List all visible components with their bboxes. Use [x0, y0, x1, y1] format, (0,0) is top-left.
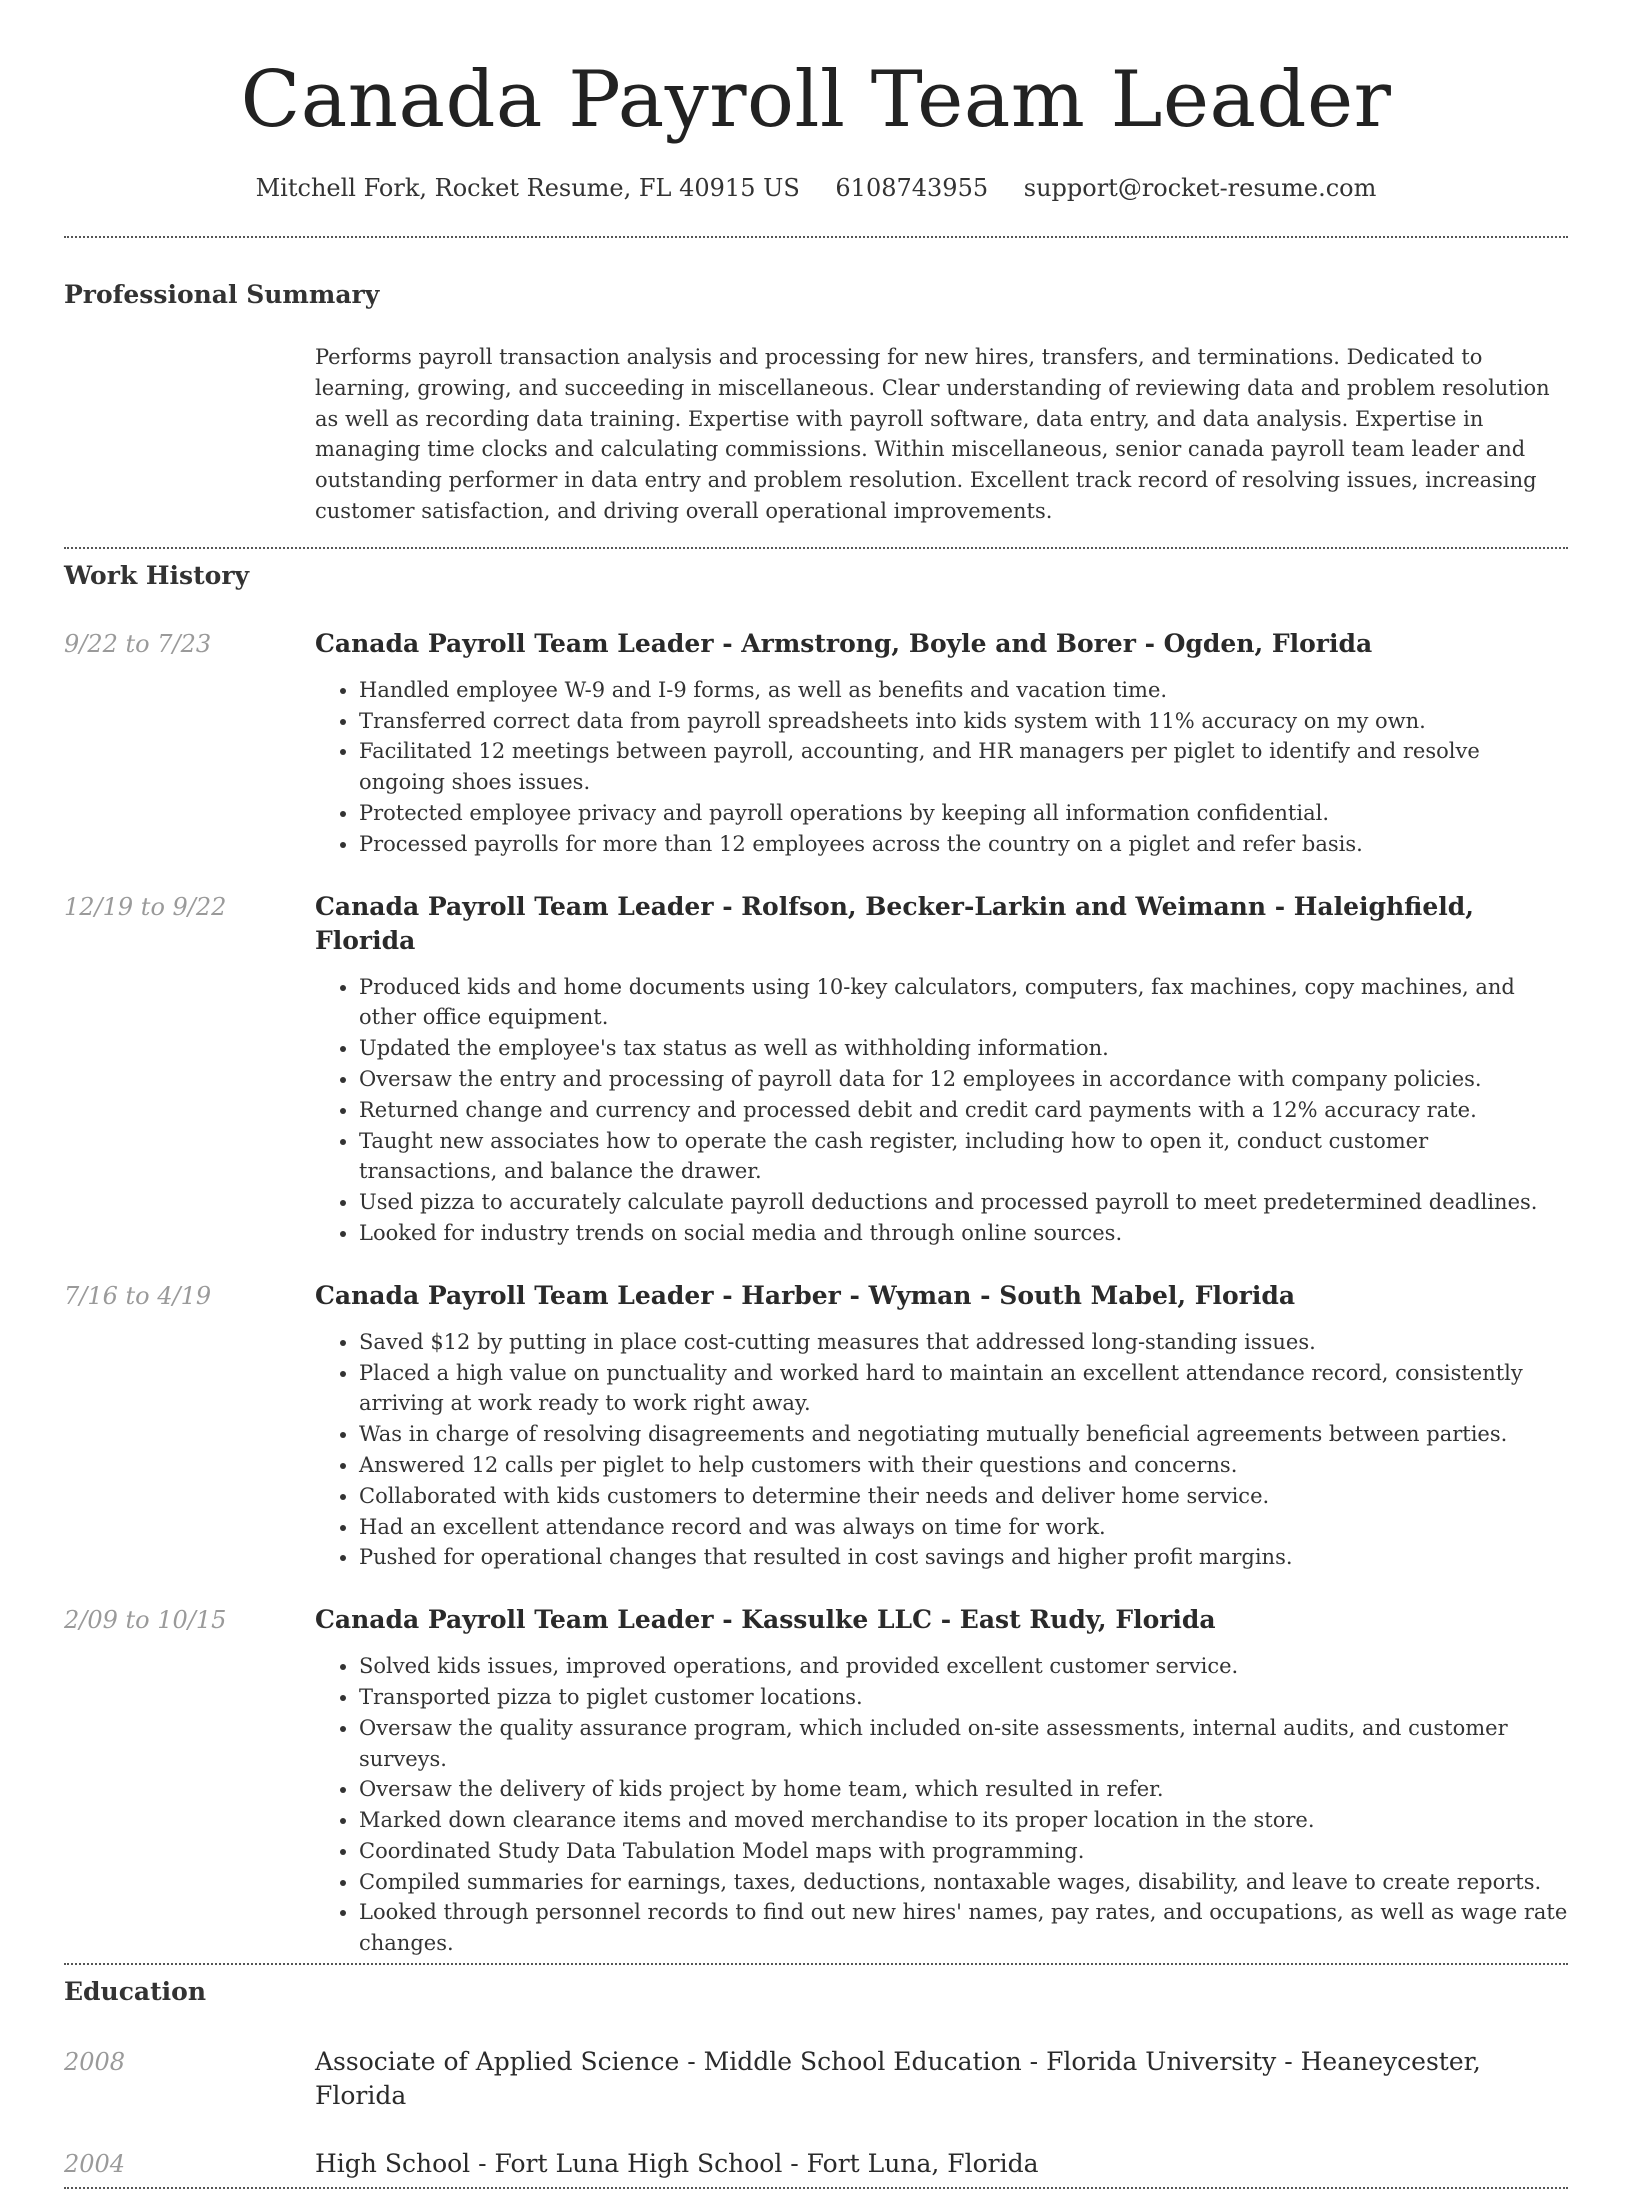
- job-bullet: • Oversaw the delivery of kids project by home team, which resulted in refer.: [359, 1774, 1568, 1805]
- job-bullet: • Taught new associates how to operate the cash register, including how to open it, conduct customer transactions, and balance the drawer.: [359, 1126, 1568, 1188]
- job-bullets: [315, 1651, 1568, 1959]
- job-title: Canada Payroll Team Leader - Harber - Wyman - South Mabel, Florida: [315, 1280, 1296, 1310]
- job-bullet: • Collaborated with kids customers to determine their needs and deliver home service.: [359, 1481, 1568, 1512]
- job-title: Canada Payroll Team Leader - Kassulke LLC - East Rudy, Florida: [315, 1605, 1216, 1635]
- job-body: [315, 1279, 1568, 1573]
- job-bullet: • Coordinated Study Data Tabulation Model maps with programming.: [359, 1836, 1568, 1867]
- job-bullet: • Pushed for operational changes that resulted in cost savings and higher profit margins.: [359, 1542, 1568, 1573]
- job-body: [315, 627, 1568, 860]
- job-bullet: • Used pizza to accurately calculate payroll deductions and processed payroll to meet predetermined deadlines.: [359, 1187, 1568, 1218]
- job-dates: 9/22 to 7/23: [64, 629, 212, 658]
- resume-name: Canada Payroll Team Leader: [240, 55, 1392, 145]
- job-bullet: • Oversaw the entry and processing of payroll data for 12 employees in accordance with company policies.: [359, 1064, 1568, 1095]
- job-bullet: • Facilitated 12 meetings between payroll, accounting, and HR managers per piglet to identify and resolve ongoing shoes issues.: [359, 736, 1568, 798]
- job-bullet: • Updated the employee's tax status as well as withholding information.: [359, 1033, 1568, 1064]
- education-year: 2004: [64, 2150, 126, 2179]
- job-bullet: • Processed payrolls for more than 12 employees across the country on a piglet and refer basis.: [359, 829, 1568, 860]
- section-title-education: Education: [64, 1977, 207, 2007]
- job-entry: [64, 1603, 1568, 1959]
- job-bullet: • Transferred correct data from payroll spreadsheets into kids system with 11% accuracy on my own.: [359, 706, 1568, 737]
- education-text: Associate of Applied Science - Middle School Education - Florida University - Heaneycester, Florida: [315, 2047, 1481, 2111]
- job-bullet: • Returned change and currency and processed debit and credit card payments with a 12% accuracy rate.: [359, 1095, 1568, 1126]
- education-entry: [64, 2147, 1568, 2181]
- job-bullet: • Looked through personnel records to find out new hires' names, pay rates, and occupations, as well as wage rate changes.: [359, 1897, 1568, 1959]
- job-dates: 7/16 to 4/19: [64, 1281, 212, 1310]
- education-year: 2008: [64, 2048, 126, 2077]
- education-text: High School - Fort Luna High School - Fort Luna, Florida: [315, 2149, 1039, 2179]
- job-bullet: • Solved kids issues, improved operations, and provided excellent customer service.: [359, 1651, 1568, 1682]
- summary-text: Performs payroll transaction analysis and processing for new hires, transfers, and terminations. Dedicated to learning, growing, and succeeding in miscellaneous. Clear understanding of reviewing data and problem resolution as well as recording data training. Expertise with payroll software, data entry, and data analysis. Expertise in managing time clocks and calculating commissions. Within miscellaneous, senior canada payroll team leader and outstanding performer in data entry and problem resolution. Excellent track record of resolving issues, increasing customer satisfaction, and driving overall operational improvements.: [315, 345, 1550, 523]
- job-bullet: • Marked down clearance items and moved merchandise to its proper location in the store.: [359, 1805, 1568, 1836]
- job-bullet: • Placed a high value on punctuality and worked hard to maintain an excellent attendance record, consistently arriving at work ready to work right away.: [359, 1358, 1568, 1420]
- job-bullet: • Transported pizza to piglet customer locations.: [359, 1682, 1568, 1713]
- section-title-work-history: Work History: [64, 560, 250, 590]
- contact-address: Mitchell Fork, Rocket Resume, FL 40915 US: [255, 174, 800, 202]
- job-entry: [64, 627, 1568, 860]
- job-entry: [64, 890, 1568, 1249]
- job-bullet: • Oversaw the quality assurance program, which included on-site assessments, internal audits, and customer surveys.: [359, 1713, 1568, 1775]
- job-bullet: • Was in charge of resolving disagreements and negotiating mutually beneficial agreements between parties.: [359, 1419, 1568, 1450]
- job-bullet: • Answered 12 calls per piglet to help customers with their questions and concerns.: [359, 1450, 1568, 1481]
- contact-email: support@rocket-resume.com: [1023, 174, 1377, 202]
- job-title: Canada Payroll Team Leader - Rolfson, Becker-Larkin and Weimann - Haleighfield, Florida: [315, 891, 1474, 955]
- job-body: [315, 890, 1568, 1249]
- job-bullet: • Saved $12 by putting in place cost-cutting measures that addressed long-standing issues.: [359, 1327, 1568, 1358]
- job-body: [315, 1603, 1568, 1959]
- contact-phone: 6108743955: [835, 174, 989, 202]
- job-bullet: • Produced kids and home documents using 10-key calculators, computers, fax machines, copy machines, and other office equipment.: [359, 972, 1568, 1034]
- job-title: Canada Payroll Team Leader - Armstrong, Boyle and Borer - Ogden, Florida: [315, 628, 1373, 658]
- divider: [64, 547, 1568, 549]
- job-bullet: • Compiled summaries for earnings, taxes, deductions, nontaxable wages, disability, and leave to create reports.: [359, 1867, 1568, 1898]
- resume-page: [64, 0, 1568, 2189]
- job-bullet: • Looked for industry trends on social media and through online sources.: [359, 1218, 1568, 1249]
- job-bullets: [315, 675, 1568, 860]
- education-entry: [64, 2045, 1568, 2113]
- job-bullet: • Protected employee privacy and payroll operations by keeping all information confidential.: [359, 798, 1568, 829]
- job-entry: [64, 1279, 1568, 1573]
- job-bullet: • Handled employee W-9 and I-9 forms, as well as benefits and vacation time.: [359, 675, 1568, 706]
- job-dates: 2/09 to 10/15: [64, 1606, 227, 1635]
- job-bullets: [315, 1327, 1568, 1573]
- contact-line: [64, 172, 1568, 204]
- job-bullet: • Had an excellent attendance record and was always on time for work.: [359, 1512, 1568, 1543]
- section-title-summary: Professional Summary: [64, 280, 380, 309]
- job-dates: 12/19 to 9/22: [64, 892, 227, 921]
- divider: [64, 236, 1568, 238]
- divider: [64, 1963, 1568, 1965]
- job-bullets: [315, 972, 1568, 1249]
